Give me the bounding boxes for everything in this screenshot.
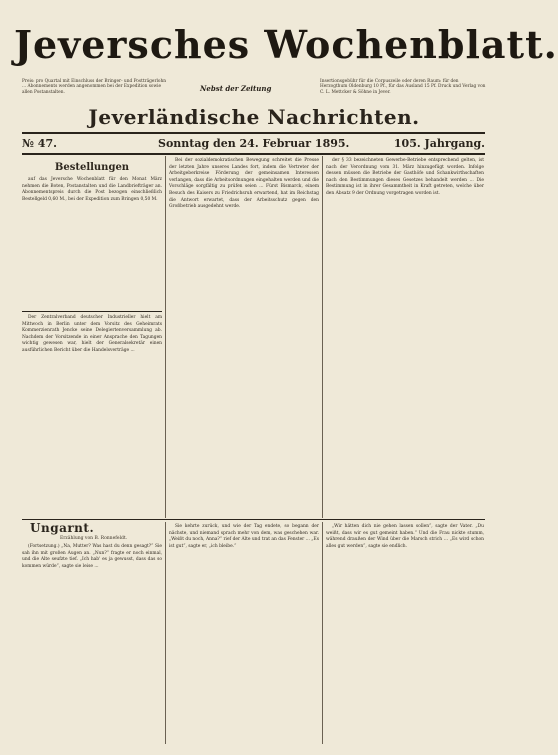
newspaper-subtitle: Jeverländische Nachrichten. [88,105,420,129]
issue-year: 105. Jahrgang. [393,137,485,150]
article-industrialists [22,315,162,520]
advertising-rates-note: Insertionsgebühr für die Corpuszeile oder deren Raum: für den Herzogthum Oldenburg 10 Pf., für das Ausland 15 Pf. Druck und Verlag von C. L. Mettcker & Söhne in Jever. [320,79,486,95]
story-title: Ungarnt. [30,521,95,535]
supplement-note: Nebst der Zeitung [200,84,272,93]
newspaper-title: Jeversches Wochenblatt. [14,22,558,67]
story-column-3 [326,524,484,744]
story-column-1-text: (Fortsetzung.) „Na, Mutter? Was hast du denn gesagt?“ Sie sah ihn mit großen Augen an. „Nun?“ fragte er noch einmal, und die Alte seufzte tief. „Ich hab' es ja gewusst, dass das so kommen würde“, sagte sie leise ... [22,544,162,569]
issue-date: Sonntag den 24. Februar 1895. [158,137,350,150]
feuilleton-rule [22,519,485,520]
column-divider-4 [322,522,323,744]
ad-divider [22,311,162,312]
article-column-3-text: der § 33 bezeichneten Gewerbe-Betriebe entsprechend gelten, ist nach der Verordnung vom 31. März hinzugefügt worden. Infolge dessen müssen die Betriebe der Gasthöfe und Schankwirthschaften nach den Bestimmungen dieses Gesetzes behandelt werden ... Die Bestimmung ist in ihrer Gesammtheit in Kraft getreten, welche über den Absatz 9 der Ordnung vorgetragen worden ist. [326,158,484,196]
info-bottom-rule [22,153,485,155]
subscription-ad-text: auf das Jeversche Wochenblatt für den Monat März nehmen die Boten, Postanstalten und die Landbriefträger an. Abonnementspreis durch die Post bezogen einschließlich Bestellgeld 0,60 M., bei der Expedition zum Bringen 0,50 M. [22,177,162,202]
story-column-2 [169,524,319,744]
column-divider-3 [165,522,166,744]
story-column-3-text: „Wir hätten dich nie gehen lassen sollen“, sagte der Vater. „Du weißt, dass wir es gut gemeint haben.“ Und die Frau nickte stumm, während draußen der Wind über die Marsch strich ... „Es wird schon alles gut werden“, sagte sie endlich. [326,524,484,549]
issue-number: № 47. [22,137,57,150]
column-divider-1 [165,156,166,518]
issue-info-bar [22,136,485,152]
subscription-note: Preis: pro Quartal mit Einschluss der Bringer- und Postträgerlohn ... Abonnements werden angenommen bei der Expedition sowie allen Postanstalten. [22,79,166,95]
subscription-ad [22,160,162,310]
article-industrialists-text: Der Zentralverband deutscher Industrieller hielt am Mittwoch in Berlin unter dem Vorsitz des Geheimrats Kommerzienrath Jencke seine Delegiertenversammlung ab. Nachdem der Vorsitzende in einer Ansprache den Tagungen wichtig gewesen war, hielt der Generalsekretär einen ausführlichen Bericht über die Handelsverträge ... [22,315,162,353]
story-column-2-text: Sie kehrte zurück, und wie der Tag endete, so begann der nächste, und niemand sprach mehr von dem, was geschehen war. „Weißt du noch, Anna?“ rief der Alte und trat an das Fenster ... „Es ist gut“, sagte er, „ich bleibe.“ [169,524,319,549]
top-rule [22,132,485,134]
article-column-2 [169,158,319,518]
article-column-2-text: Bei der sozialdemokratischen Bewegung schreitet die Presse der letzten Jahre unseres Landes fort, indem die Vertreter der Arbeitgeberkreise Förderung der gemeinsamen Interessen verlangen, dass die Arbeitsordnungen eingehalten werden und die Vorschläge sorgfältig zu prüfen seien ... Fürst Bismarck, einem Besuch des Kaisers zu Friedrichsruh erwartend, hat im Reichstag die Antwort erwartet, dass der Arbeitsschutz gegen den Großbetrieb ausgedehnt werde. [169,158,319,210]
story-column-1 [22,544,162,744]
article-column-3 [326,158,484,518]
column-divider-2 [322,156,323,518]
subscription-ad-heading: Bestellungen [54,162,130,173]
story-byline: Erzählung von B. Ronnefeldt. [60,536,128,541]
